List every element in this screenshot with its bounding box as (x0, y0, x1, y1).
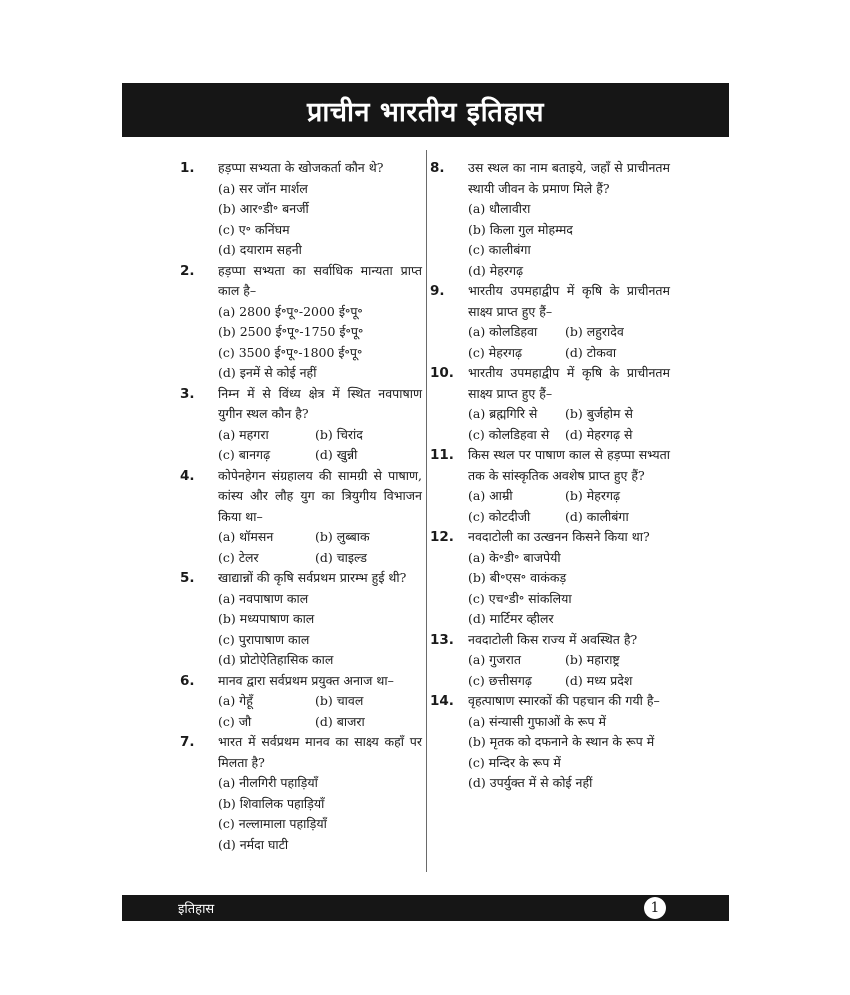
answer-option: (b) मध्यपाषाण काल (218, 611, 315, 626)
answer-option: (d) टोकवा (565, 344, 617, 360)
question-text: भारतीय उपमहाद्वीप में कृषि के प्राचीनतम साक्ष्य प्राप्त हुए हैं– (468, 283, 670, 319)
right-column (430, 158, 670, 794)
question-item (430, 281, 670, 363)
option-row (468, 404, 670, 425)
answer-option: (b) लहुरादेव (565, 324, 624, 339)
question-item (180, 158, 422, 261)
question-item (180, 732, 422, 855)
question-text: नवदाटोली का उत्खनन किसने किया था? (468, 529, 650, 544)
answer-option: (b) आर॰डी॰ बनर्जी (218, 201, 309, 216)
answer-option: (c) जौ (218, 713, 252, 729)
answer-option: (d) प्रोटोऐतिहासिक काल (218, 652, 334, 667)
answer-option: (d) चाइल्ड (315, 549, 367, 565)
question-number: 4. (180, 467, 195, 484)
question-number: 12. (430, 529, 454, 545)
question-text: कोपेनहेगन संग्रहालय की सामग्री से पाषाण, कांस्य और लौह युग का त्रियुगीय विभाजन किया था– (218, 467, 422, 524)
answer-option: (a) महगरा (218, 426, 269, 442)
answer-option: (a) कोलडिहवा (468, 324, 538, 339)
answer-option: (c) टेलर (218, 549, 259, 565)
option-row (468, 671, 670, 692)
answer-option: (a) के॰डी॰ बाजपेयी (468, 549, 561, 565)
answer-option: (a) 2800 ई॰पू॰-2000 ई॰पू॰ (218, 303, 363, 319)
answer-option: (c) एच॰डी॰ सांकलिया (468, 590, 572, 606)
answer-option: (b) किला गुल मोहम्मद (468, 221, 573, 237)
answer-option: (b) चावल (315, 693, 364, 708)
question-item (180, 261, 422, 384)
question-text: हड़प्पा सभ्यता के खोजकर्ता कौन थे? (218, 160, 384, 175)
question-item (180, 671, 422, 733)
question-number: 10. (430, 365, 454, 381)
question-text: निम्न में से विंध्य क्षेत्र में स्थित नवपाषाण युगीन स्थल कौन है? (218, 385, 422, 421)
column-divider (426, 150, 427, 872)
answer-option: (d) दयाराम सहनी (218, 242, 302, 257)
question-item (430, 158, 670, 281)
answer-option: (b) मृतक को दफनाने के स्थान के रूप में (468, 734, 655, 749)
option-row (218, 691, 422, 712)
answer-option: (d) मार्टिमर व्हीलर (468, 611, 554, 626)
answer-option: (c) कोटदीजी (468, 508, 531, 524)
answer-option: (a) गुजरात (468, 652, 521, 667)
option-row (468, 650, 670, 671)
question-item (180, 384, 422, 466)
chapter-title: प्राचीन भारतीय इतिहास (306, 96, 545, 128)
option-row (218, 425, 422, 446)
answer-option: (d) मेहरगढ़ (468, 262, 524, 278)
answer-option: (b) महाराष्ट्र (565, 652, 620, 667)
option-row (218, 548, 422, 569)
answer-option: (b) बुर्जहोम से (565, 406, 633, 421)
option-row (468, 322, 670, 343)
answer-option: (c) नल्लामाला पहाड़ियाँ (218, 816, 327, 831)
question-text: उस स्थल का नाम बताइये, जहाँ से प्राचीनतम स्थायी जीवन के प्रमाण मिले हैं? (468, 160, 670, 196)
answer-option: (c) बानगढ़ (218, 447, 271, 462)
answer-option: (a) थॉमसन (218, 529, 274, 544)
option-row (218, 527, 422, 548)
option-row (218, 712, 422, 733)
question-text: हड़प्पा सभ्यता का सर्वाधिक मान्यता प्राप्त काल है– (218, 262, 422, 298)
question-number: 7. (180, 734, 195, 750)
question-item (430, 527, 670, 630)
page-number: 1 (644, 897, 666, 919)
option-row (468, 425, 670, 446)
answer-option: (b) लुब्बाक (315, 529, 370, 544)
answer-option: (c) मन्दिर के रूप में (468, 754, 561, 770)
question-text: वृहत्पाषाण स्मारकों की पहचान की गयी है– (468, 693, 660, 708)
question-text: मानव द्वारा सर्वप्रथम प्रयुक्त अनाज था– (218, 672, 394, 688)
answer-option: (a) सर जॉन मार्शल (218, 180, 308, 196)
question-number: 1. (180, 160, 195, 176)
answer-option: (a) नीलगिरी पहाड़ियाँ (218, 775, 318, 790)
answer-option: (a) गेहूँ (218, 693, 253, 708)
question-text: भारतीय उपमहाद्वीप में कृषि के प्राचीनतम साक्ष्य प्राप्त हुए हैं– (468, 365, 670, 401)
question-number: 5. (180, 570, 195, 586)
answer-option: (d) इनमें से कोई नहीं (218, 365, 317, 380)
question-number: 3. (180, 385, 195, 402)
footer-bar (122, 895, 729, 921)
question-text: किस स्थल पर पाषाण काल से हड़प्पा सभ्यता तक के सांस्कृतिक अवशेष प्राप्त हुए हैं? (468, 447, 670, 483)
question-number: 13. (430, 631, 454, 648)
answer-option: (b) शिवालिक पहाड़ियाँ (218, 795, 325, 811)
answer-option: (b) बी॰एस॰ वाकंकड़ (468, 570, 567, 585)
answer-option: (a) संन्यासी गुफाओं के रूप में (468, 713, 606, 729)
answer-option: (a) ब्रह्मगिरि से (468, 406, 538, 421)
left-column (180, 158, 422, 855)
question-text: नवदाटोली किस राज्य में अवस्थित है? (468, 631, 638, 647)
answer-option: (a) धौलावीरा (468, 201, 531, 216)
footer-subject: इतिहास (178, 902, 215, 917)
answer-option: (c) ए॰ कनिंघम (218, 221, 290, 237)
answer-option: (a) नवपाषाण काल (218, 590, 309, 606)
answer-option: (d) बाजरा (315, 713, 365, 729)
answer-option: (c) कालीबंगा (468, 242, 531, 257)
answer-option: (b) मेहरगढ़ (565, 488, 621, 503)
chapter-header (122, 83, 729, 137)
answer-option: (c) छत्तीसगढ़ (468, 672, 532, 688)
option-row (218, 445, 422, 466)
question-number: 11. (430, 447, 454, 463)
question-text: खाद्यान्नों की कृषि सर्वप्रथम प्रारम्भ हुई थी? (218, 570, 407, 585)
question-number: 8. (430, 160, 445, 176)
question-item (430, 363, 670, 445)
answer-option: (c) 3500 ई॰पू॰-1800 ई॰पू॰ (218, 344, 363, 360)
question-number: 6. (180, 672, 195, 689)
answer-option: (b) चिरांद (315, 426, 363, 442)
option-row (468, 486, 670, 507)
question-item (430, 445, 670, 527)
question-item (180, 568, 422, 671)
answer-option: (d) मेहरगढ़ से (565, 426, 633, 442)
answer-option: (d) कालीबंगा (565, 508, 629, 524)
answer-option: (c) मेहरगढ़ (468, 344, 523, 360)
question-number: 2. (180, 262, 195, 279)
answer-option: (a) आम्री (468, 488, 513, 503)
answer-option: (d) उपर्युक्त में से कोई नहीं (468, 775, 593, 790)
option-row (468, 507, 670, 528)
answer-option: (c) कोलडिहवा से (468, 426, 550, 442)
question-item (430, 630, 670, 692)
answer-option: (b) 2500 ई॰पू॰-1750 ई॰पू॰ (218, 324, 364, 339)
option-row (468, 343, 670, 364)
question-item (430, 691, 670, 794)
answer-option: (d) खुन्नी (315, 447, 358, 462)
question-item (180, 466, 422, 569)
question-number: 9. (430, 283, 445, 299)
question-text: भारत में सर्वप्रथम मानव का साक्ष्य कहाँ पर मिलता है? (218, 734, 422, 770)
question-number: 14. (430, 693, 454, 709)
answer-option: (d) मध्य प्रदेश (565, 672, 633, 688)
answer-option: (d) नर्मदा घाटी (218, 836, 289, 852)
answer-option: (c) पुरापाषाण काल (218, 631, 310, 647)
